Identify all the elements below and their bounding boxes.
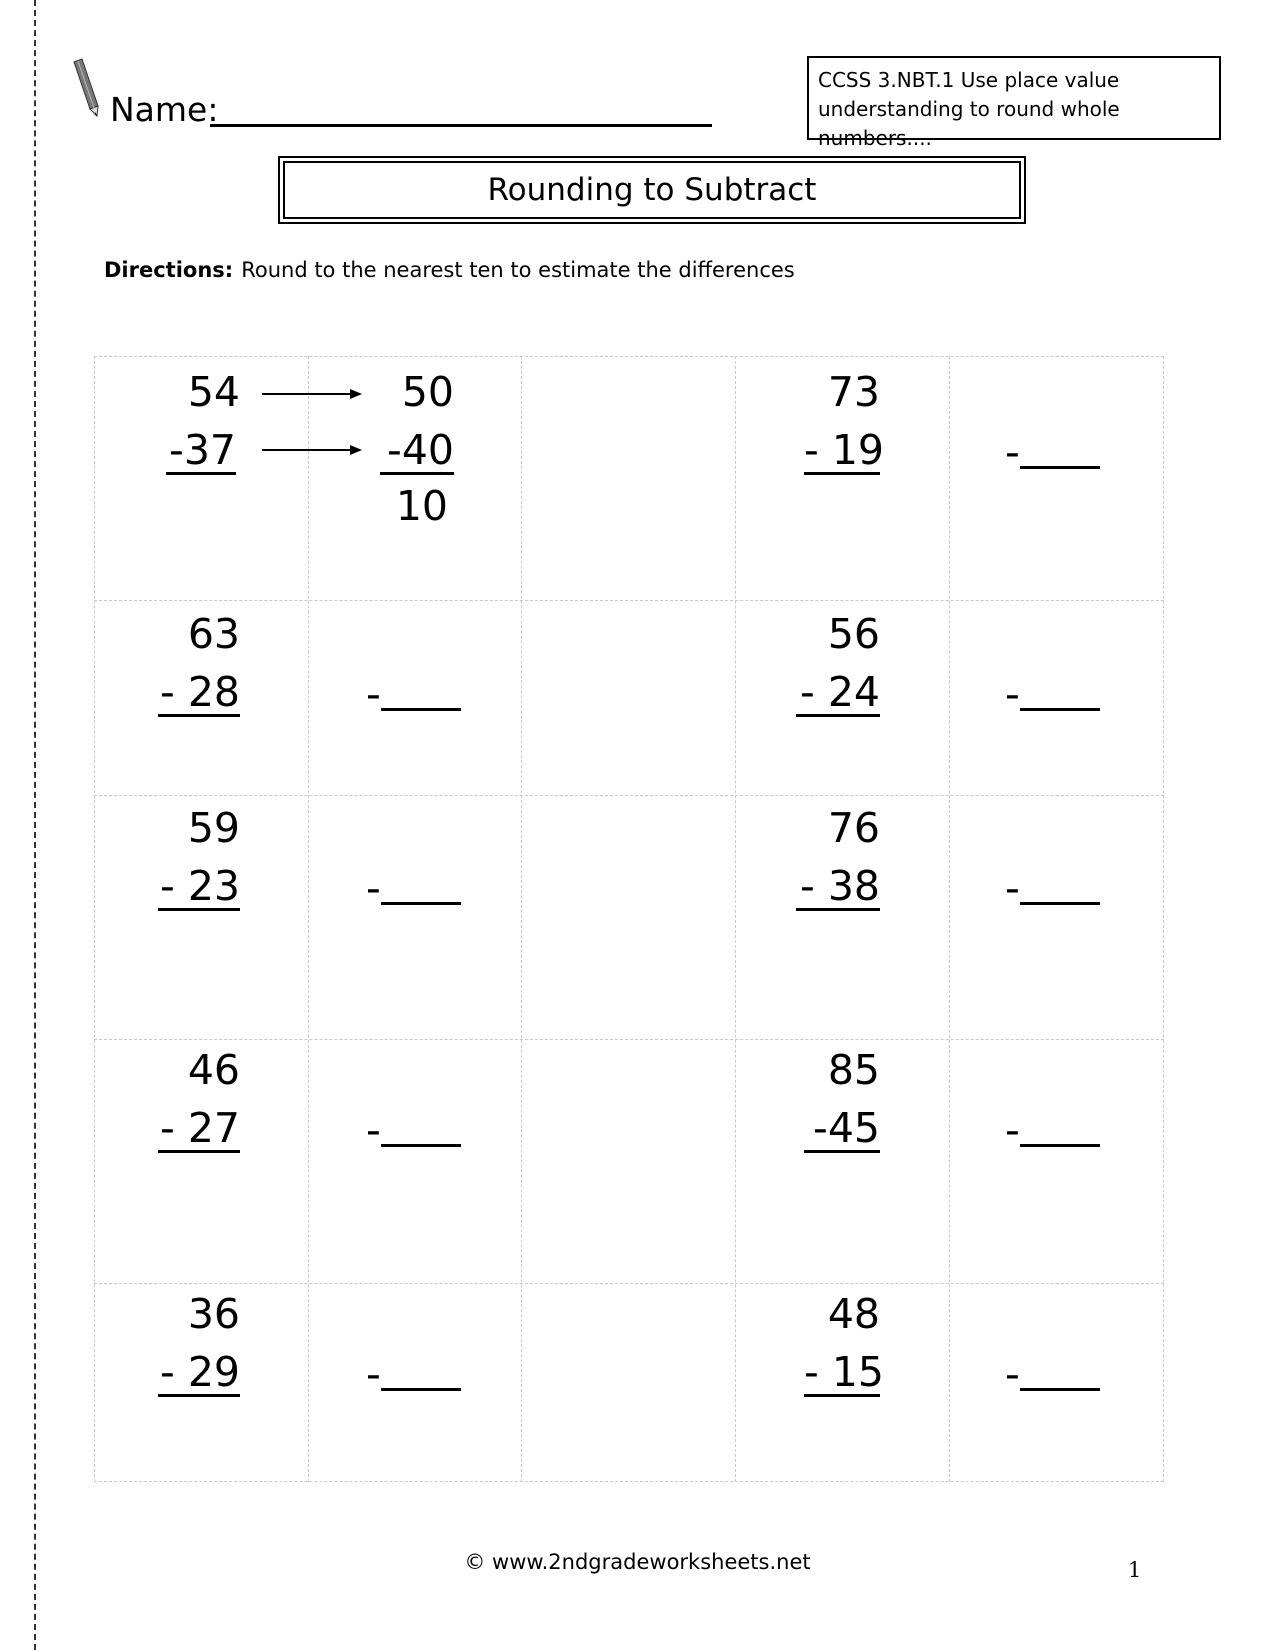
answer-minus: -	[1005, 670, 1020, 718]
page-number: 1	[1128, 1558, 1142, 1582]
answer-minus: -	[366, 864, 381, 912]
problem-top-number: 63	[187, 610, 240, 658]
example-rounded-bottom: -40	[380, 428, 454, 475]
problem-bottom-number: - 29	[160, 1348, 240, 1396]
title-box	[278, 156, 1026, 224]
standard-line-2: understanding to round whole numbers....	[818, 97, 1120, 150]
grid-divider	[949, 356, 950, 1482]
name-field[interactable]	[210, 124, 712, 127]
problem-bottom-number: -45	[804, 1106, 880, 1153]
directions	[104, 255, 795, 285]
problem-bottom-number: - 28	[160, 668, 240, 716]
problem-top-number: 48	[827, 1290, 880, 1338]
example-top-number: 54	[187, 368, 240, 416]
example-bottom-number: -37	[166, 428, 236, 475]
answer-minus: -	[1005, 428, 1020, 476]
answer-blank[interactable]	[381, 1388, 461, 1391]
answer-minus: -	[366, 670, 381, 718]
directions-label: Directions:	[104, 258, 234, 282]
directions-text: Round to the nearest ten to estimate the differences	[241, 258, 795, 282]
grid-divider	[308, 356, 309, 1482]
problem-bottom-number: - 19	[804, 426, 884, 474]
page-title: Rounding to Subtract	[283, 161, 1021, 219]
answer-blank[interactable]	[381, 1144, 461, 1147]
answer-minus: -	[1005, 1106, 1020, 1154]
problem-top-number: 59	[187, 804, 240, 852]
answer-blank[interactable]	[1020, 466, 1100, 469]
answer-blank[interactable]	[1020, 1144, 1100, 1147]
grid-divider	[94, 600, 1164, 601]
example-rounded-top: 50	[401, 368, 454, 416]
answer-minus: -	[366, 1350, 381, 1398]
answer-blank[interactable]	[381, 708, 461, 711]
problem-bottom-number: - 23	[160, 862, 240, 910]
problem-top-number: 76	[827, 804, 880, 852]
problem-top-number: 73	[827, 368, 880, 416]
grid-divider	[94, 1039, 1164, 1040]
answer-minus: -	[1005, 864, 1020, 912]
problem-top-number: 56	[827, 610, 880, 658]
grid-divider	[94, 1283, 1164, 1284]
problem-bottom-number: - 15	[804, 1348, 884, 1396]
name-label: Name:	[110, 90, 219, 129]
problem-grid	[94, 356, 1164, 1482]
grid-divider	[521, 356, 522, 1482]
answer-blank[interactable]	[381, 902, 461, 905]
grid-divider	[94, 795, 1164, 796]
dashed-margin-line	[34, 0, 36, 1650]
answer-minus: -	[1005, 1350, 1020, 1398]
copyright-footer: © www.2ndgradeworksheets.net	[464, 1550, 811, 1574]
arrow-icon	[262, 443, 362, 457]
problem-top-number: 46	[187, 1046, 240, 1094]
problem-bottom-number: - 38	[796, 864, 880, 911]
answer-blank[interactable]	[1020, 1388, 1100, 1391]
problem-top-number: 36	[187, 1290, 240, 1338]
problem-bottom-number: - 27	[160, 1104, 240, 1152]
answer-minus: -	[366, 1106, 381, 1154]
pencil-icon	[70, 58, 104, 120]
grid-divider	[735, 356, 736, 1482]
problem-bottom-number: - 24	[796, 670, 880, 717]
problem-top-number: 85	[827, 1046, 880, 1094]
answer-blank[interactable]	[1020, 902, 1100, 905]
standard-line-1: CCSS 3.NBT.1 Use place value	[818, 68, 1120, 92]
arrow-icon	[262, 387, 362, 401]
example-difference: 10	[395, 482, 448, 530]
standard-box	[807, 56, 1221, 150]
answer-blank[interactable]	[1020, 708, 1100, 711]
